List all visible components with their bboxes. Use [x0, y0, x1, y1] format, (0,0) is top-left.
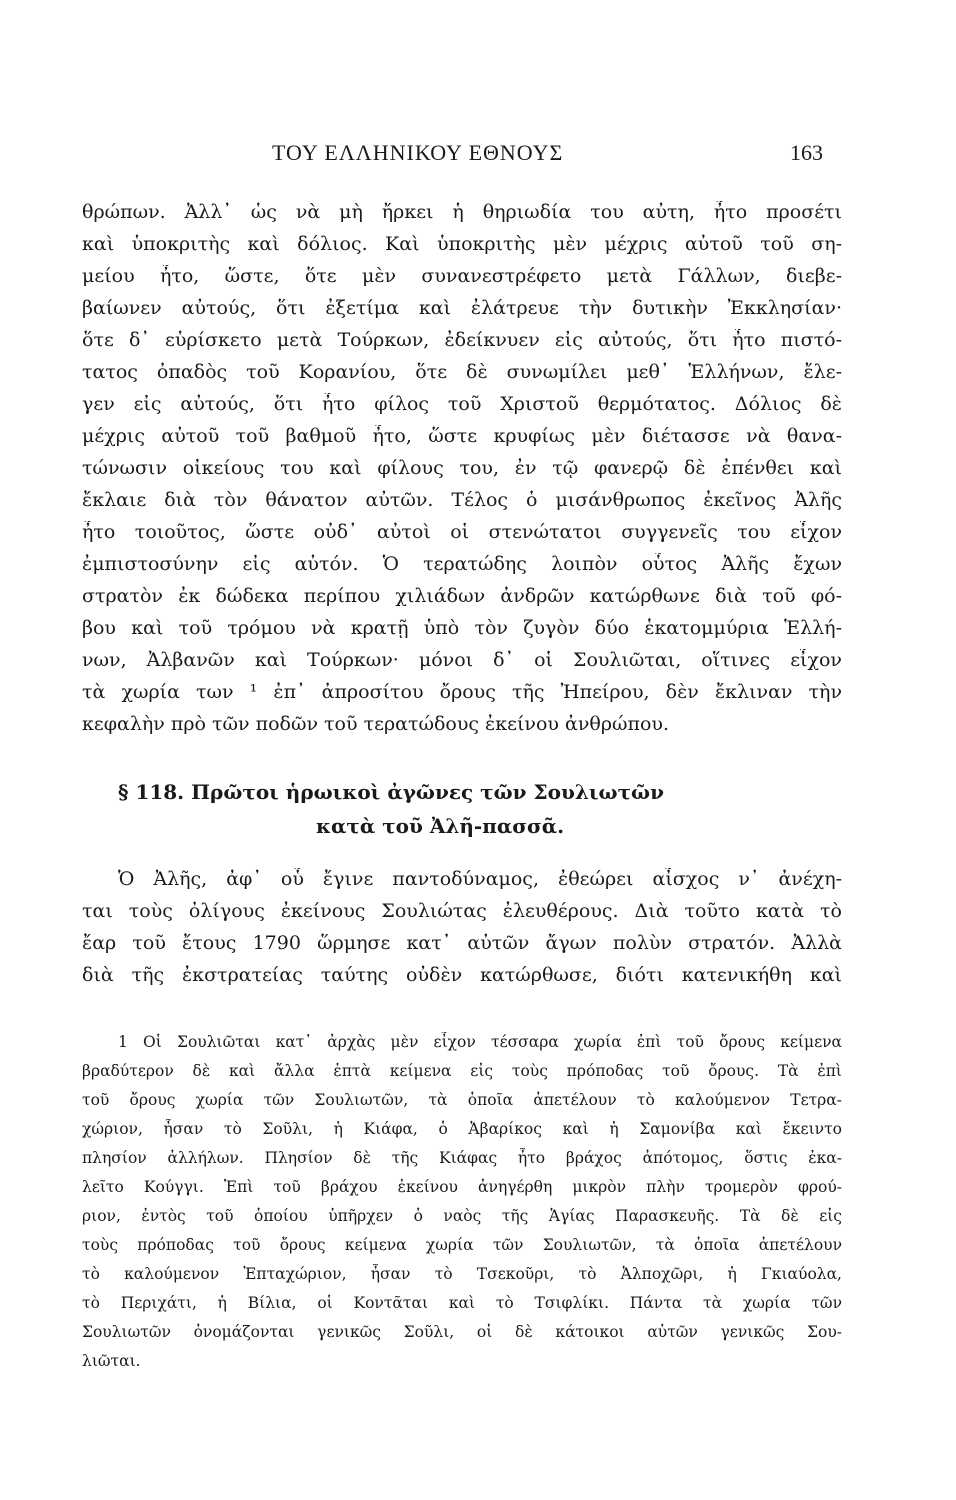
footnote-line: χώριον, ἦσαν τὸ Σοῦλι, ἡ Κιάφα, ὁ Ἀβαρίκος καὶ ἡ Σαμονίβα καὶ ἔκειντο [82, 1120, 842, 1138]
body-line: ἐμπιστοσύνην εἰς αὐτόν. Ὁ τερατώδης λοιπὸν οὗτος Ἀλῆς ἔχων [82, 553, 842, 575]
footnote-line: ριον, ἐντὸς τοῦ ὁποίου ὑπῆρχεν ὁ ναὸς τῆς Ἁγίας Παρασκευῆς. Τὰ δὲ εἰς [82, 1207, 842, 1225]
footnote-line: τοῦ ὄρους χωρία τῶν Σουλιωτῶν, τὰ ὁποῖα ἀπετέλουν τὸ καλούμενον Τετρα- [82, 1091, 842, 1109]
body-line: βου καὶ τοῦ τρόμου νὰ κρατῇ ὑπὸ τὸν ζυγὸν δύο ἑκατομμύρια Ἑλλή- [82, 617, 842, 639]
section-sign: § [118, 780, 129, 804]
body-line: νων, Ἀλβανῶν καὶ Τούρκων· μόνοι δ᾽ οἱ Σουλιῶται, οἵτινες εἶχον [82, 649, 842, 671]
page-number: 163 [790, 140, 823, 165]
footnote-line: λιῶται. [82, 1352, 141, 1370]
body-line: τὰ χωρία των ¹ ἐπ᾽ ἀπροσίτου ὄρους τῆς Ἠπείρου, δὲν ἔκλιναν τὴν [82, 681, 842, 703]
body-line: τώνωσιν οἰκείους του καὶ φίλους του, ἐν τῷ φανερῷ δὲ ἐπένθει καὶ [82, 457, 842, 479]
body-line: κεφαλὴν πρὸ τῶν ποδῶν τοῦ τερατώδους ἐκείνου ἀνθρώπου. [82, 713, 669, 735]
footnote-line: βραδύτερον δὲ καὶ ἄλλα ἑπτὰ κείμενα εἰς τοὺς πρόποδας τοῦ ὄρους. Τὰ ἐπὶ [82, 1062, 842, 1080]
running-head-title: ΤΟΥ ΕΛΛΗΝΙΚΟΥ ΕΘΝΟΥΣ [272, 140, 564, 165]
body-line: ἔκλαιε διὰ τὸν θάνατον αὐτῶν. Τέλος ὁ μισάνθρωπος ἐκεῖνος Ἀλῆς [82, 489, 842, 511]
section-line: Ὁ Ἀλῆς, ἀφ᾽ οὗ ἔγινε παντοδύναμος, ἐθεώρει αἶσχος ν᾽ ἀνέχη- [118, 868, 842, 890]
footnote-line: τὸ καλούμενον Ἑπταχώριον, ἦσαν τὸ Τσεκοῦρι, τὸ Ἀλποχῶρι, ἡ Γκιαύολα, [82, 1265, 842, 1283]
section-title: Πρῶτοι ἡρωικοὶ ἀγῶνες τῶν Σουλιωτῶν [191, 780, 664, 804]
body-line: καὶ ὑποκριτὴς καὶ δόλιος. Καὶ ὑποκριτὴς μὲν μέχρις αὐτοῦ τοῦ ση- [82, 233, 842, 255]
section-number: 118. [135, 780, 185, 804]
footnote-line: τὸ Περιχάτι, ἡ Βίλια, οἱ Κοντᾶται καὶ τὸ Τσιφλίκι. Πάντα τὰ χωρία τῶν [82, 1294, 842, 1312]
section-line: ται τοὺς ὀλίγους ἐκείνους Σουλιώτας ἐλευθέρους. Διὰ τοῦτο κατὰ τὸ [82, 900, 842, 922]
body-line: βαίωνεν αὐτούς, ὅτι ἐξετίμα καὶ ἐλάτρευε τὴν δυτικὴν Ἐκκλησίαν· [82, 297, 842, 319]
footnote-line: τοὺς πρόποδας τοῦ ὄρους κείμενα χωρία τῶν Σουλιωτῶν, τὰ ὁποῖα ἀπετέλουν [82, 1236, 842, 1254]
body-line: μείου ἦτο, ὥστε, ὅτε μὲν συνανεστρέφετο μετὰ Γάλλων, διεβε- [82, 265, 842, 287]
section-line: ἔαρ τοῦ ἔτους 1790 ὥρμησε κατ᾽ αὐτῶν ἄγων πολὺν στρατόν. Ἀλλὰ [82, 932, 842, 954]
section-line: διὰ τῆς ἐκστρατείας ταύτης οὐδὲν κατώρθωσε, διότι κατενικήθη καὶ [82, 964, 842, 986]
body-line: ὅτε δ᾽ εὑρίσκετο μετὰ Τούρκων, ἐδείκνυεν εἰς αὐτούς, ὅτι ἦτο πιστό- [82, 329, 842, 351]
body-line: θρώπων. Ἀλλ᾽ ὡς νὰ μὴ ἤρκει ἡ θηριωδία του αὐτη, ἦτο προσέτι [82, 201, 842, 223]
footnote-line: 1 Οἱ Σουλιῶται κατ᾽ ἀρχὰς μὲν εἶχον τέσσαρα χωρία ἐπὶ τοῦ ὄρους κείμενα [118, 1033, 842, 1051]
section-heading-line1 [118, 780, 664, 804]
footnote-line: πλησίον ἀλλήλων. Πλησίον δὲ τῆς Κιάφας ἦτο βράχος ἀπότομος, ὅστις ἐκα- [82, 1149, 842, 1167]
footnote-line: λεῖτο Κούγγι. Ἐπὶ τοῦ βράχου ἐκείνου ἀνηγέρθη μικρὸν πλὴν τρομερὸν φρού- [82, 1178, 842, 1196]
footnote-line: Σουλιωτῶν ὀνομάζονται γενικῶς Σοῦλι, οἱ δὲ κάτοικοι αὐτῶν γενικῶς Σου- [82, 1323, 842, 1341]
body-line: ἦτο τοιοῦτος, ὥστε οὐδ᾽ αὐτοὶ οἱ στενώτατοι συγγενεῖς του εἶχον [82, 521, 842, 543]
body-line: μέχρις αὐτοῦ τοῦ βαθμοῦ ἦτο, ὥστε κρυφίως μὲν διέτασσε νὰ θανα- [82, 425, 842, 447]
body-line: τατος ὀπαδὸς τοῦ Κορανίου, ὅτε δὲ συνωμίλει μεθ᾽ Ἑλλήνων, ἔλε- [82, 361, 842, 383]
section-heading-line2: κατὰ τοῦ Ἀλῆ-πασσᾶ. [316, 814, 565, 838]
body-line: στρατὸν ἐκ δώδεκα περίπου χιλιάδων ἀνδρῶν κατώρθωνε διὰ τοῦ φό- [82, 585, 842, 607]
body-line: γεν εἰς αὐτούς, ὅτι ἦτο φίλος τοῦ Χριστοῦ θερμότατος. Δόλιος δὲ [82, 393, 842, 415]
